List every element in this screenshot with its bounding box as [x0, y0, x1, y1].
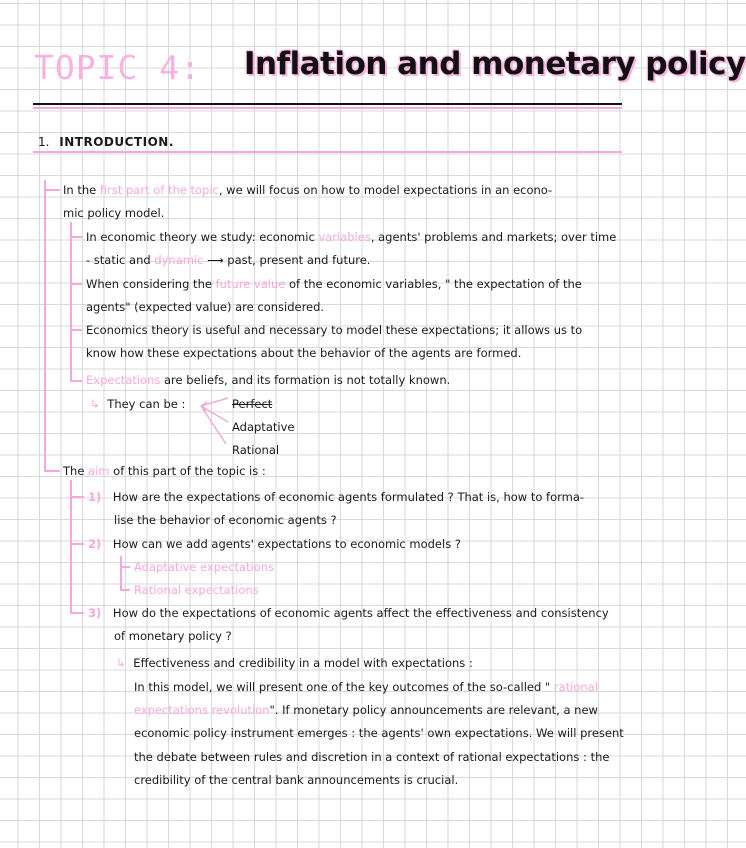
paragraph-9-line-1 [134, 680, 598, 694]
tree-branch-q1 [70, 496, 84, 498]
section-underline [33, 151, 622, 153]
tree-line-main [44, 180, 46, 470]
text: , agents' problems and markets; over time [370, 230, 617, 244]
paragraph-3-line-1 [86, 277, 582, 291]
question-2-sub-2: Rational expectations [134, 583, 259, 597]
question-2 [88, 537, 461, 551]
tree-branch-p2 [70, 236, 82, 238]
branch-arrows-icon [198, 392, 232, 450]
text: of this part of the topic is : [109, 464, 266, 478]
text: How are the expectations of economic agents formulated ? That is, how to forma- [112, 490, 585, 504]
text: of the economic variables, " the expectation of the [285, 277, 582, 291]
paragraph-7 [63, 464, 266, 478]
paragraph-6 [90, 397, 185, 411]
paragraph-9-line-4 [134, 750, 609, 764]
title-underline-pink [33, 107, 622, 109]
tree-branch-p1 [44, 189, 60, 191]
section-title: INTRODUCTION. [59, 135, 174, 149]
paragraph-3-line-2 [86, 300, 324, 314]
question-3-line-2 [114, 629, 232, 643]
tree-line-sub [70, 222, 72, 380]
title-topic: TOPIC 4: [34, 48, 201, 87]
question-1-line-2 [114, 513, 337, 527]
title-main: Inflation and monetary policy [244, 46, 746, 82]
text: know how these expectations about the behavior of the agents are formed. [86, 346, 522, 360]
paragraph-2-line-2 [86, 253, 370, 267]
question-2-sub-1: Adaptative expectations [134, 560, 275, 574]
paragraph-8 [116, 656, 473, 670]
text: Economics theory is useful and necessary to model these expectations; it allows us to [86, 323, 583, 337]
paragraph-4-line-1 [86, 323, 582, 337]
highlight-text: variables [318, 230, 371, 244]
question-3-line-1 [88, 606, 609, 620]
text: mic policy model. [63, 206, 165, 220]
question-number: 3) [88, 606, 102, 620]
paragraph-4-line-2 [86, 346, 521, 360]
option-perfect: Perfect [232, 397, 273, 411]
paragraph-2-line-1 [86, 230, 616, 244]
text: credibility of the central bank announcements is crucial. [134, 773, 459, 787]
highlight-text: expectations revolution [134, 703, 270, 717]
text: lise the behavior of economic agents ? [114, 513, 337, 527]
tree-branch-p5 [70, 380, 82, 382]
tree-branch-q2-sub2 [120, 589, 130, 591]
highlight-text: rational [553, 680, 598, 694]
text: , we will focus on how to model expectations in an econo- [218, 183, 553, 197]
highlight-text: dynamic [154, 253, 204, 267]
tree-branch-p4 [70, 329, 82, 331]
tree-branch-p3 [70, 283, 82, 285]
text: How can we add agents' expectations to economic models ? [112, 537, 461, 551]
text: agents" (expected value) are considered. [86, 300, 325, 314]
text: of monetary policy ? [114, 629, 232, 643]
paragraph-5 [86, 373, 450, 387]
text: ⟶ past, present and future. [203, 253, 371, 267]
option-rational: Rational [232, 443, 280, 457]
text: economic policy instrument emerges : the agents' own expectations. We will present [134, 726, 624, 740]
text: In economic theory we study: economic [86, 230, 319, 244]
highlight-text: aim [88, 464, 110, 478]
paragraph-1-line-2 [63, 206, 164, 220]
text: When considering the [86, 277, 216, 291]
section-number: 1. [38, 135, 50, 149]
title-underline [33, 103, 622, 105]
text: The [63, 464, 89, 478]
text: - static and [86, 253, 155, 267]
text: They can be : [107, 397, 186, 411]
tree-line-q2-sub [120, 556, 122, 590]
highlight-text: first part of the topic [99, 183, 219, 197]
text: the debate between rules and discretion in a context of rational expectations : the [134, 750, 610, 764]
tree-line-questions [70, 480, 72, 612]
text: How do the expectations of economic agents affect the effectiveness and consistency [112, 606, 609, 620]
paragraph-9-line-5 [134, 773, 458, 787]
option-adaptative: Adaptative [232, 420, 295, 434]
tree-branch-q3 [70, 612, 84, 614]
question-number: 2) [88, 537, 102, 551]
return-arrow-icon: ↳ [116, 656, 126, 670]
return-arrow-icon: ↳ [90, 397, 100, 411]
question-1-line-1 [88, 490, 584, 504]
tree-branch-p7 [44, 470, 60, 472]
text: Effectiveness and credibility in a model with expectations : [133, 656, 473, 670]
text: are beliefs, and its formation is not totally known. [160, 373, 451, 387]
tree-branch-q2-sub1 [120, 566, 130, 568]
paragraph-9-line-2 [134, 703, 598, 717]
text: ". If monetary policy announcements are relevant, a new [269, 703, 598, 717]
paragraph-9-line-3 [134, 726, 624, 740]
paragraph-1-line-1 [63, 183, 552, 197]
text: In this model, we will present one of the key outcomes of the so-called " [134, 680, 554, 694]
highlight-text: future value [215, 277, 286, 291]
question-number: 1) [88, 490, 102, 504]
highlight-text: Expectations [86, 373, 161, 387]
text: In the [63, 183, 100, 197]
section-heading [38, 135, 174, 149]
tree-branch-q2 [70, 543, 84, 545]
